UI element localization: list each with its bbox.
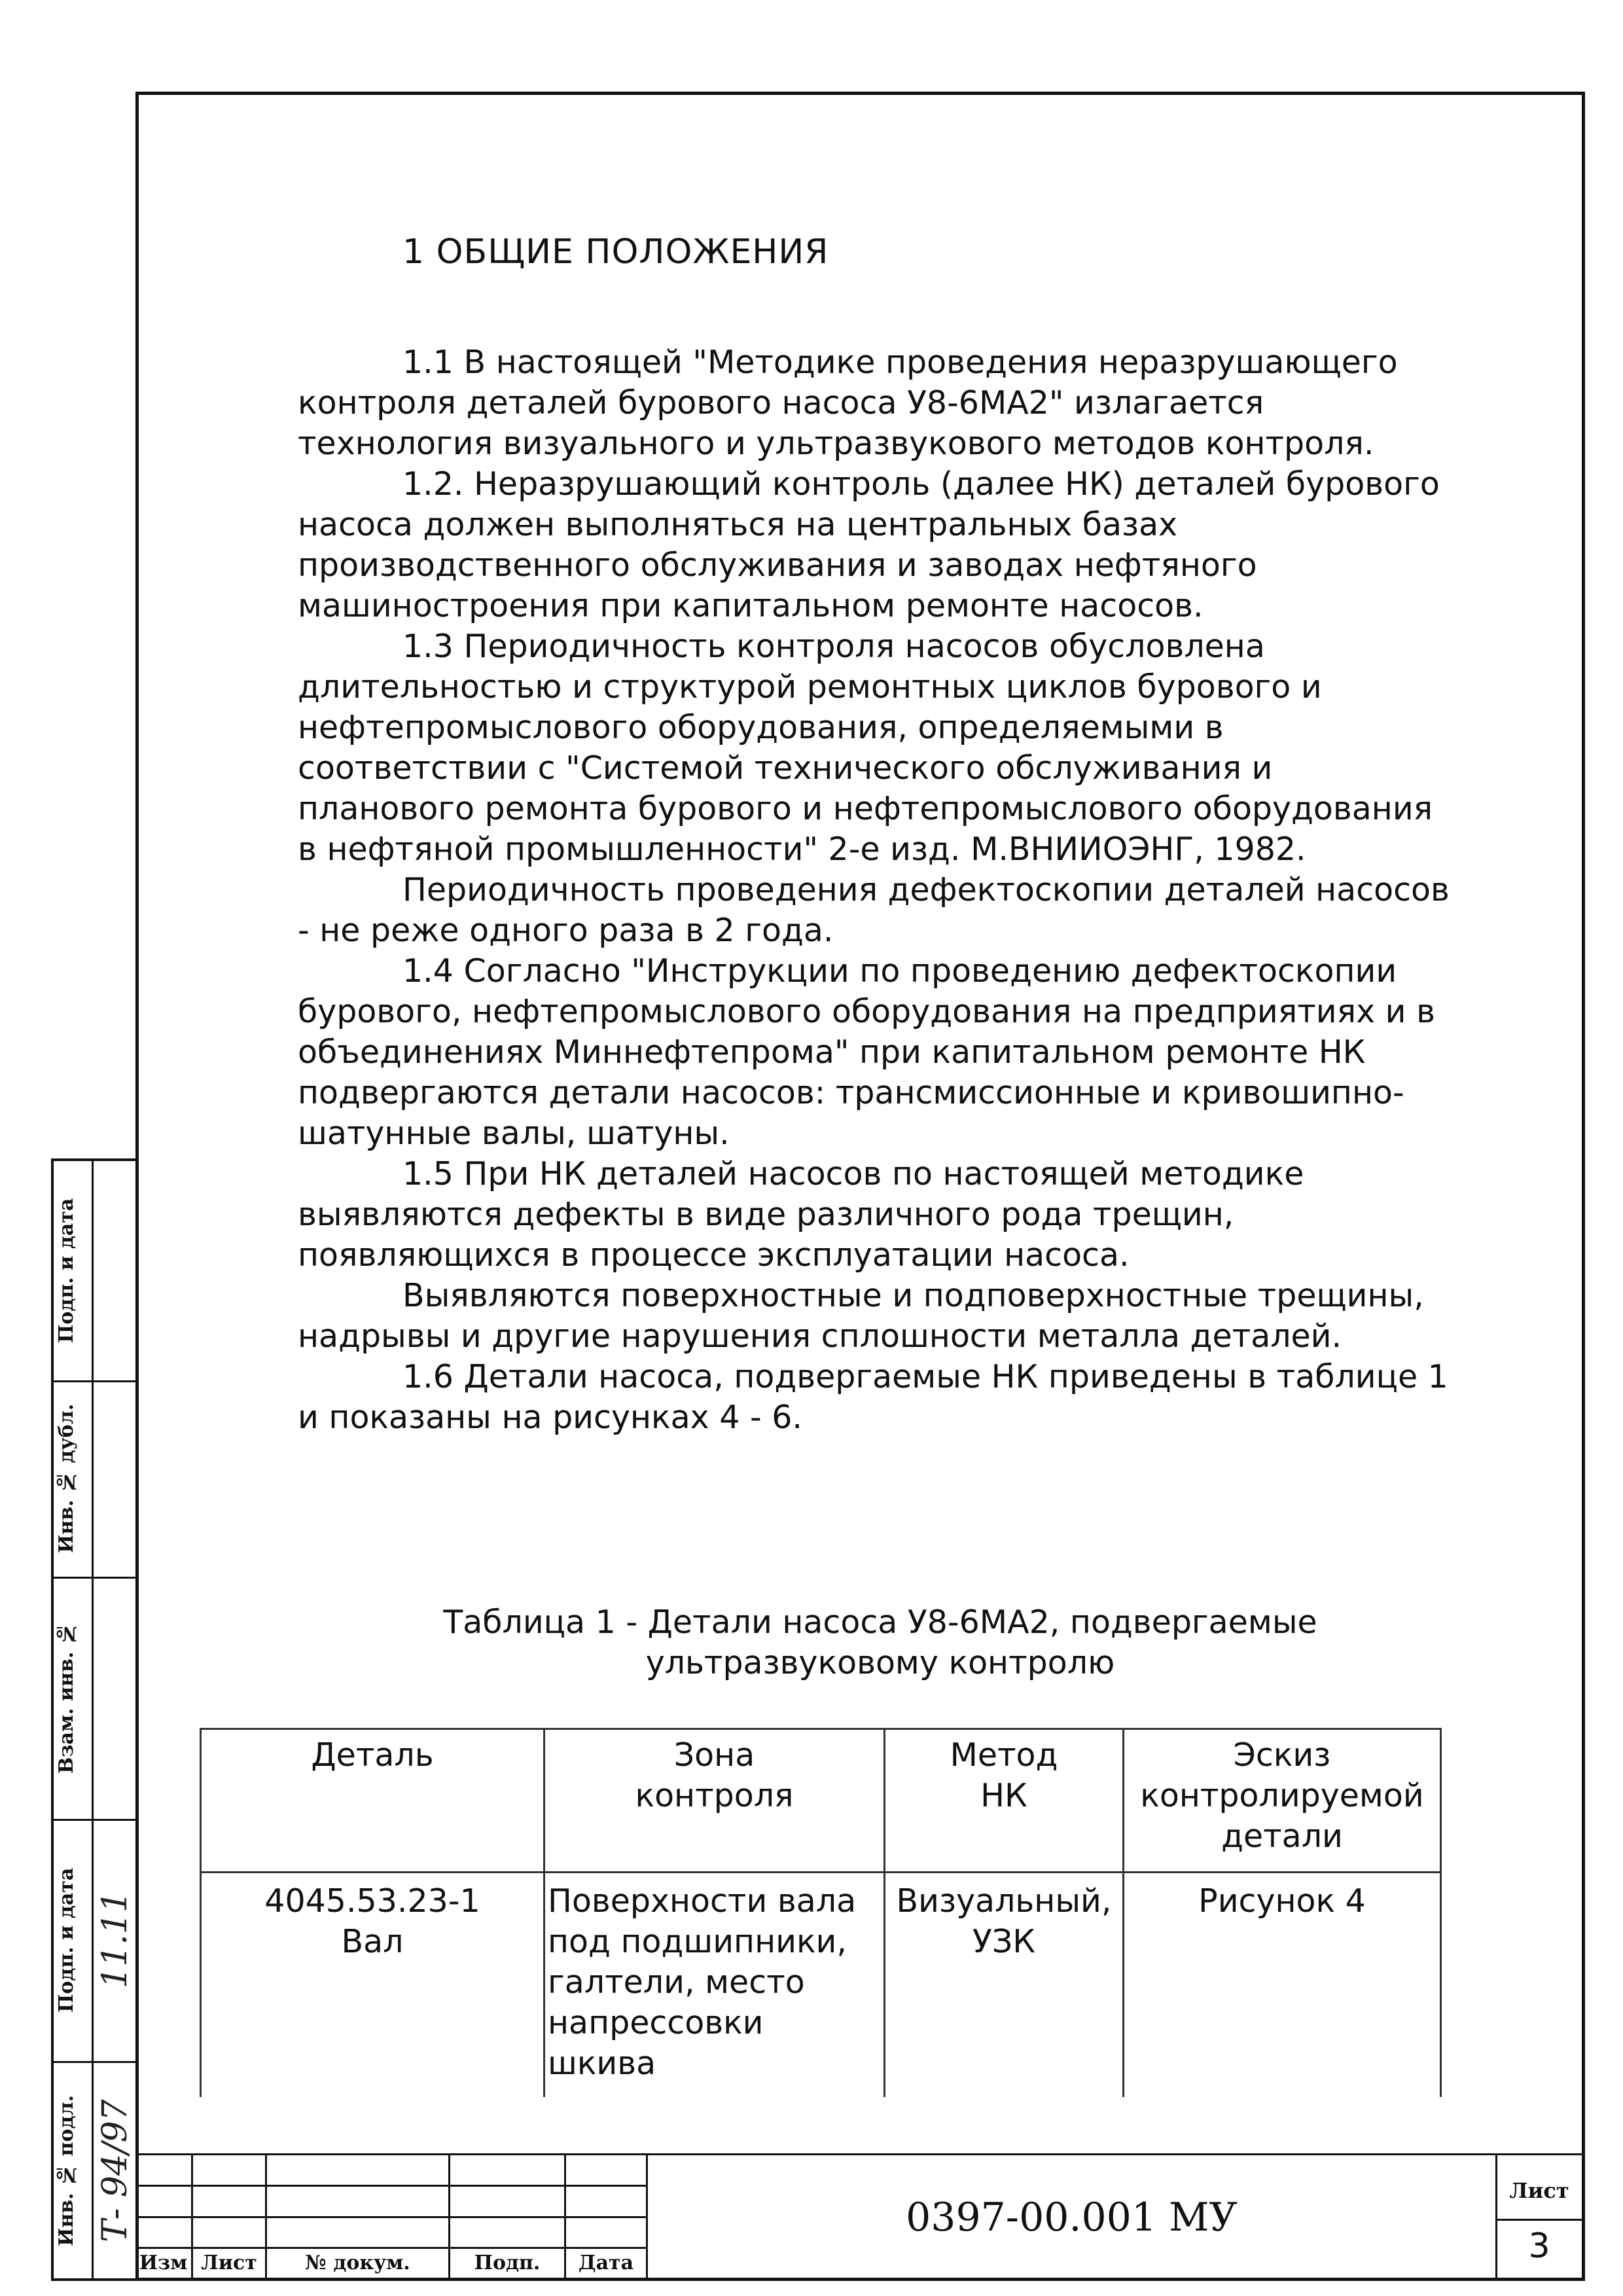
table-header-row	[201, 1729, 1441, 1873]
title-block	[135, 2153, 1585, 2281]
side-divider	[54, 2061, 136, 2063]
handwritten-inventory-number: Т- 94/97	[96, 2099, 135, 2242]
section-title: 1 ОБЩИЕ ПОЛОЖЕНИЯ	[402, 232, 829, 272]
table-caption	[298, 1602, 1463, 1683]
table-row	[201, 1873, 1441, 2098]
tb-header-sheet: Лист	[201, 2251, 257, 2274]
paragraph-1-1: 1.1 В настоящей "Методике проведения неразрушающего контроля деталей бурового насоса У8-6МА2" излагается технология визуального и ультразвукового методов контроля.	[298, 344, 1398, 462]
paragraph-1-5: 1.5 При НК деталей насосов по настоящей методике выявляются дефекты в виде различного рода трещин, появляющихся в процессе эксплуатации насоса.	[298, 1155, 1304, 1274]
cell-method: Визуальный, УЗК	[885, 1873, 1124, 2098]
table-caption-line-1: Таблица 1 - Детали насоса У8-6МА2, подвергаемые	[443, 1604, 1317, 1641]
tb-line	[135, 2216, 646, 2218]
side-divider	[54, 1577, 136, 1579]
cell-sketch: Рисунок 4	[1124, 1873, 1441, 2098]
cell-zone: Поверхности вала под подшипники, галтели, место напрессовки шкива	[544, 1873, 885, 2098]
paragraph-1-3: 1.3 Периодичность контроля насосов обусловлена длительностью и структурой ремонтных циклов бурового и нефтепромыслового оборудования, определяемыми в соответствии с "Системой технического обслуживания и планового ремонта бурового и нефтепромыслового оборудования в нефтяной промышленности" 2-е изд. М.ВНИИОЭНГ, 1982.	[298, 628, 1433, 868]
side-divider	[54, 1819, 136, 1821]
paragraph-1-6: 1.6 Детали насоса, подвергаемые НК приведены в таблице 1 и показаны на рисунках 4 - 6.	[298, 1358, 1448, 1436]
paragraph-periodicity: Периодичность проведения дефектоскопии деталей насосов - не реже одного раза в 2 года.	[298, 871, 1450, 949]
cell-part: 4045.53.23-1 Вал	[201, 1873, 544, 2098]
tb-header-change: Изм	[139, 2251, 188, 2274]
sheet-label: Лист	[1509, 2178, 1569, 2203]
tb-header-date: Дата	[578, 2251, 634, 2274]
side-label-replace-inv: Взам. инв. №	[55, 1622, 78, 1774]
tb-header-signature: Подп.	[474, 2251, 541, 2274]
header-sketch: Эскиз контролируемой детали	[1124, 1729, 1441, 1873]
header-zone: Зона контроля	[544, 1729, 885, 1873]
paragraph-defects: Выявляются поверхностные и подповерхностные трещины, надрывы и другие нарушения сплошности металла деталей.	[298, 1277, 1424, 1355]
side-divider	[54, 1380, 136, 1382]
header-method: Метод НК	[885, 1729, 1124, 1873]
side-label-orig-inv: Инв. № подл.	[55, 2094, 78, 2247]
side-divider-vertical	[92, 1161, 94, 2278]
side-label-sign-date: Подп. и дата	[55, 1867, 78, 2013]
document-body	[298, 232, 1450, 1438]
header-part: Деталь	[201, 1729, 544, 1873]
table-caption-line-2: ультразвуковому контролю	[645, 1644, 1115, 1681]
tb-header-doc-number: № докум.	[305, 2251, 410, 2274]
side-label-sign-date-top: Подп. и дата	[55, 1198, 78, 1344]
side-label-dup-inv: Инв. № дубл.	[55, 1403, 78, 1554]
parts-table	[200, 1728, 1442, 2097]
handwritten-date: 11.11	[96, 1891, 135, 1989]
document-code: 0397-00.001 МУ	[906, 2194, 1238, 2240]
tb-line	[135, 2185, 646, 2187]
tb-line	[1495, 2219, 1585, 2221]
side-stamp	[51, 1158, 136, 2281]
paragraph-1-2: 1.2. Неразрушающий контроль (далее НК) деталей бурового насоса должен выполняться на центральных базах производственного обслуживания и заводах нефтяного машиностроения при капитальном ремонте насосов.	[298, 465, 1440, 624]
sheet-number: 3	[1528, 2227, 1550, 2266]
paragraph-1-4: 1.4 Согласно "Инструкции по проведению дефектоскопии бурового, нефтепромыслового оборудования на предприятиях и в объединениях Миннефтепрома" при капитальном ремонте НК подвергаются детали насосов: трансмиссионные и кривошипно-шатунные валы, шатуны.	[298, 952, 1435, 1152]
